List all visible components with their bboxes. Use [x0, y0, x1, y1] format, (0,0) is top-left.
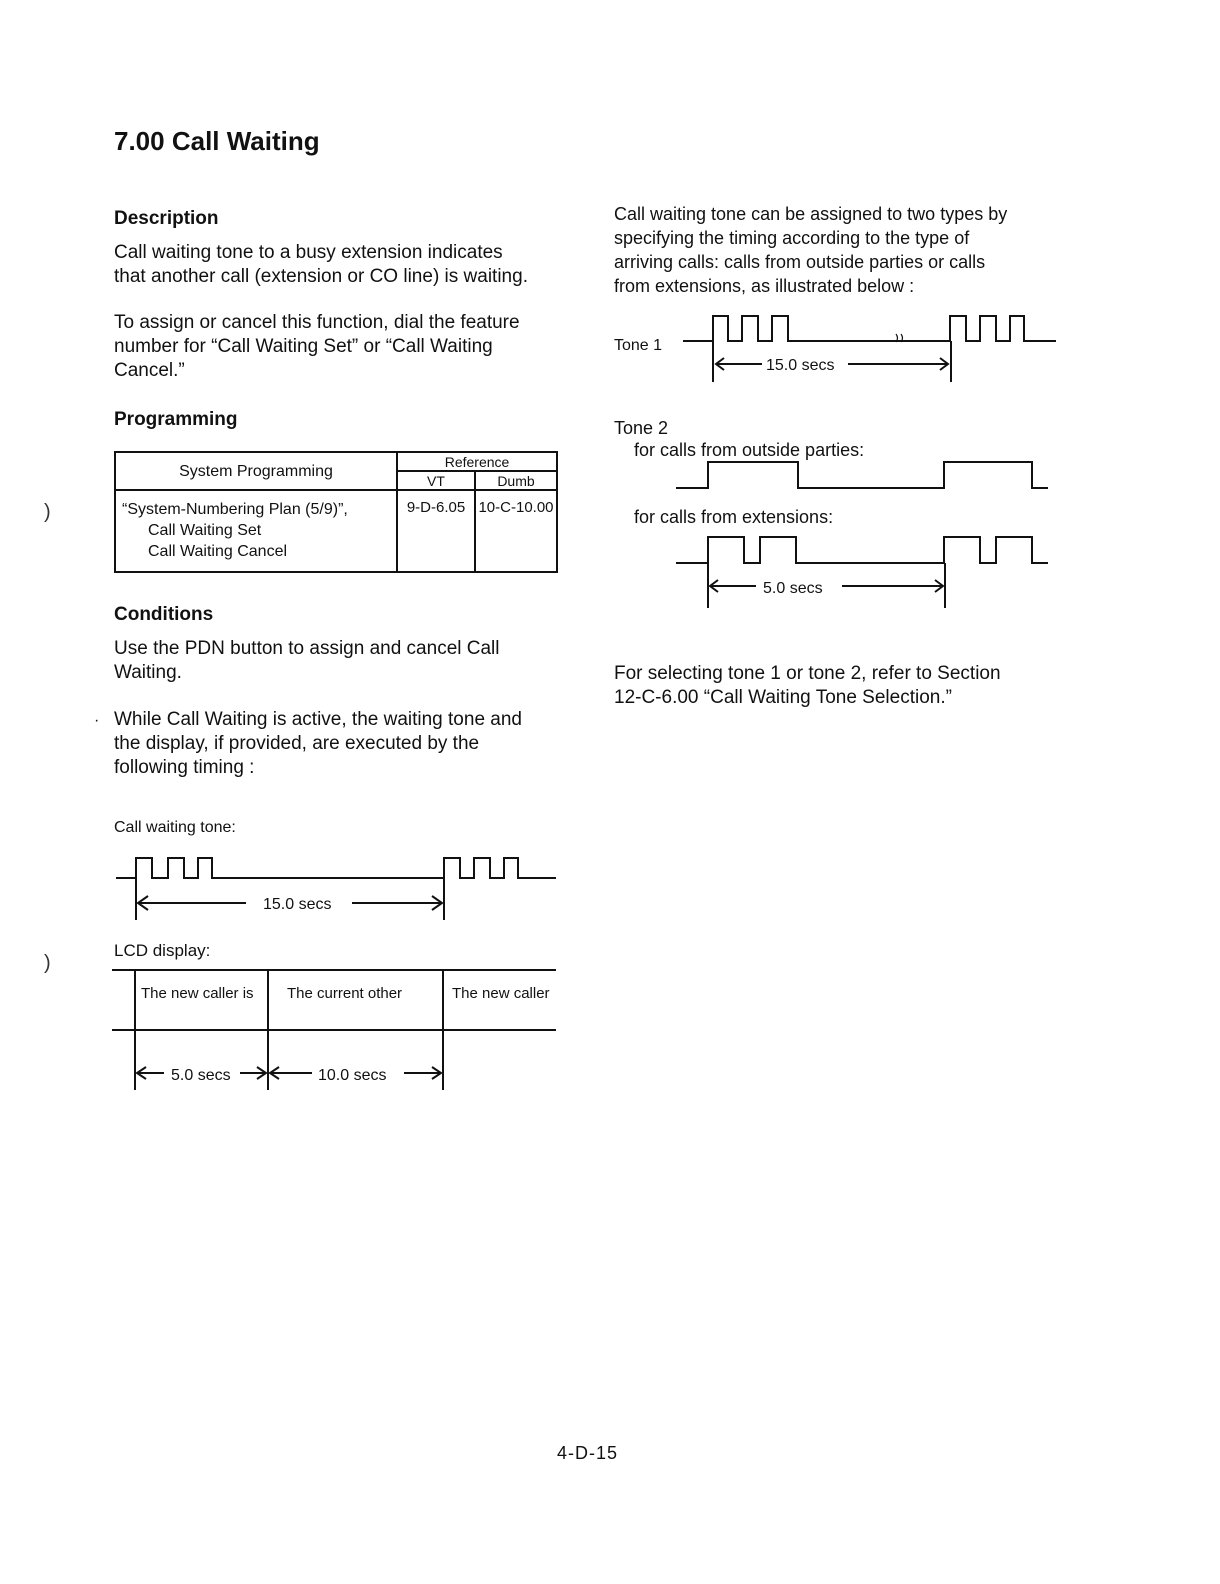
tone-1-waveform [683, 316, 1056, 382]
table-header-reference: Reference [397, 452, 557, 471]
conditions-heading: Conditions [114, 604, 214, 625]
text-line: Waiting. [114, 662, 182, 683]
tone-2-extension-label: for calls from extensions: [634, 507, 834, 527]
text-line: 12-C-6.00 “Call Waiting Tone Selection.” [614, 687, 952, 708]
lcd-cell-1: The new caller is [141, 985, 254, 1002]
lcd-cell-3: The new caller [452, 985, 550, 1002]
text-line: For selecting tone 1 or tone 2, refer to Section [614, 663, 1001, 684]
tone-label: Call waiting tone: [114, 819, 236, 836]
bullet-dot: · [94, 712, 100, 729]
right-intro-paragraph [614, 202, 1007, 298]
lcd-interval-2-label: 10.0 secs [318, 1067, 387, 1084]
tone-2-label: Tone 2 [614, 418, 669, 438]
tone-interval-label: 15.0 secs [263, 896, 332, 913]
text-line: number for “Call Waiting Set” or “Call Waiting [114, 336, 493, 357]
table-header-dumb: Dumb [475, 471, 557, 490]
text-line: Call waiting tone to a busy extension indicates [114, 242, 503, 263]
tone-2-outside-waveform [676, 462, 1048, 488]
text-line: Call waiting tone can be assigned to two types by [614, 204, 1008, 224]
text-line: To assign or cancel this function, dial the feature [114, 312, 520, 333]
table-cell-text: “System-Numbering Plan (5/9)”, [122, 501, 348, 518]
table-cell-text: Call Waiting Set [148, 522, 262, 539]
table-cell-dumb: 10-C-10.00 [475, 490, 557, 572]
tone-2-interval-label: 5.0 secs [763, 580, 823, 597]
table-cell-vt: 9-D-6.05 [397, 490, 475, 572]
tone-1-label: Tone 1 [614, 337, 663, 354]
lcd-cell-2: The current other [287, 985, 403, 1002]
tone-2-outside-label: for calls from outside parties: [634, 440, 865, 460]
tone-1-interval-label: 15.0 secs [766, 357, 835, 374]
page-title: 7.00 Call Waiting [114, 126, 320, 156]
tone-2-extension-waveform [676, 537, 1048, 608]
text-line: specifying the timing according to the type of [614, 228, 970, 248]
text-line: that another call (extension or CO line) is waiting. [114, 266, 528, 287]
binding-hole-mark: ) [44, 501, 51, 523]
page-number: 4-D-15 [557, 1443, 619, 1463]
right-footer-paragraph [614, 662, 1001, 710]
text-line: While Call Waiting is active, the waiting tone and [114, 709, 522, 730]
call-waiting-tone-waveform [116, 858, 556, 920]
programming-heading: Programming [114, 409, 238, 430]
description-heading: Description [114, 208, 219, 229]
text-line: the display, if provided, are executed by the [114, 733, 480, 754]
text-line: Use the PDN button to assign and cancel Call [114, 638, 500, 659]
binding-hole-mark: ) [44, 952, 51, 974]
lcd-interval-1-label: 5.0 secs [171, 1067, 231, 1084]
text-line: following timing : [114, 757, 255, 778]
text-line: Cancel.” [114, 360, 185, 381]
text-line: arriving calls: calls from outside parties or calls [614, 252, 986, 272]
table-cell-text: Call Waiting Cancel [148, 543, 288, 560]
text-line: from extensions, as illustrated below : [614, 276, 915, 296]
table-header-system-programming: System Programming [115, 452, 397, 490]
table-header-vt: VT [397, 471, 475, 490]
lcd-display-label: LCD display: [114, 941, 211, 960]
